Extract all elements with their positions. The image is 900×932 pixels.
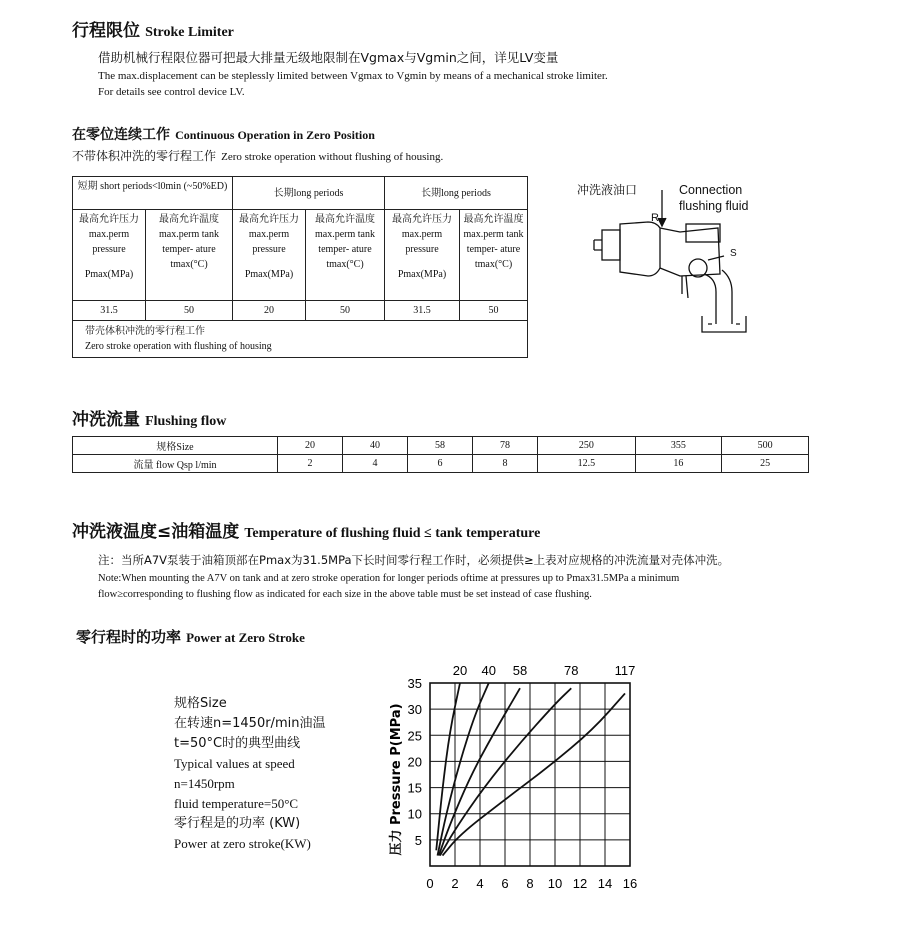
y-tick-label: 20: [407, 754, 422, 770]
pressure-label-en: max.perm pressure: [401, 229, 443, 255]
value-cell: 31.5: [385, 301, 460, 321]
x-tick-label: 4: [476, 876, 484, 891]
power-title-en: Power at Zero Stroke: [186, 630, 305, 645]
table-row-flow: [73, 455, 809, 473]
legend-line: Power at zero stroke(KW): [174, 836, 311, 851]
temperature-heading: [72, 517, 540, 542]
y-tick-label: 5: [414, 832, 422, 848]
power-legend: [174, 694, 325, 854]
flow-row-label: 流量 flow Qsp l/min: [73, 455, 278, 473]
pressure-label-cn: 最高允许压力: [79, 214, 139, 225]
x-tick-label: 6: [501, 876, 509, 891]
flow-cell: 6: [408, 455, 473, 473]
value-cell: 50: [146, 301, 233, 321]
y-tick-label: 10: [407, 806, 422, 822]
temp-unit: tmax(°C): [170, 259, 208, 270]
temp-unit: tmax(°C): [326, 259, 364, 270]
table-row-size: [73, 437, 809, 455]
x-tick-label: 8: [526, 876, 534, 891]
legend-line: Typical values at speed: [174, 756, 295, 771]
zero-position-title-en: Continuous Operation in Zero Position: [175, 128, 375, 142]
pump-flushing-diagram: [590, 188, 760, 338]
temp-label-en: max.perm tank temper- ature: [315, 229, 375, 255]
temp-unit: tmax(°C): [474, 259, 513, 270]
pressure-label-cn: 最高允许压力: [239, 214, 299, 225]
y-tick-label: 15: [407, 780, 422, 796]
table-footer-cn: 带壳体积冲洗的零行程工作: [85, 326, 205, 337]
flow-cell: 25: [722, 455, 809, 473]
flushing-flow-title-en: Flushing flow: [145, 414, 227, 429]
flushing-flow-title-cn: 冲洗流量: [72, 410, 140, 430]
pressure-label-en: max.perm pressure: [88, 229, 130, 255]
pressure-unit: Pmax(MPa): [244, 269, 294, 280]
temperature-note-cn: 注：当所A7V泵装于油箱顶部在Pmax为31.5MPa下长时间零行程工作时，必须提供≥上表对应规格的冲洗流量对壳体冲洗。: [98, 553, 730, 567]
legend-line: 在转速n=1450r/min油温: [174, 716, 326, 731]
size-cell: 250: [538, 437, 636, 455]
diagram-label-en-2: flushing fluid: [679, 199, 749, 213]
temp-label-en: max.perm tank temper- ature: [463, 229, 524, 255]
size-cell: 500: [722, 437, 809, 455]
series-label: 40: [481, 663, 496, 678]
group-header-long-2: 长期long periods: [385, 177, 528, 210]
flushing-arrow-head: [658, 218, 666, 226]
value-cell: 50: [306, 301, 385, 321]
pump-shaft: [594, 240, 602, 250]
table-footer: [73, 321, 528, 358]
pressure-label-cn: 最高允许压力: [392, 214, 452, 225]
x-tick-label: 12: [572, 876, 588, 891]
x-tick-label: 0: [426, 876, 434, 891]
y-tick-label: 35: [407, 676, 422, 691]
pump-housing: [660, 228, 720, 276]
y-tick-label: 30: [407, 702, 422, 718]
size-cell: 40: [343, 437, 408, 455]
group-header-short: 短期 short periods<l0min (~50%ED): [73, 177, 233, 210]
zero-position-sub-en: Zero stroke operation without flushing of housing.: [221, 151, 444, 163]
group-header-long-1: 长期long periods: [233, 177, 385, 210]
pressure-header: [233, 210, 306, 301]
pressure-header: [385, 210, 460, 301]
temp-label-cn: 最高允许温度: [463, 214, 524, 225]
pump-head: [686, 224, 720, 242]
legend-line: t=50°C时的典型曲线: [174, 736, 301, 751]
table-footer-row: [73, 321, 528, 358]
x-tick-label: 16: [622, 876, 638, 891]
diagram-label-en-1: Connection: [679, 183, 743, 197]
temp-label-cn: 最高允许温度: [159, 214, 219, 225]
flow-cell: 2: [278, 455, 343, 473]
table-header-row: [73, 177, 528, 210]
temperature-title-en: Temperature of flushing fluid ≤ tank temperature: [244, 526, 541, 541]
temperature-title-cn: 冲洗液温度≤油箱温度: [72, 522, 240, 542]
series-line-58: [439, 688, 520, 855]
size-row-label: 规格Size: [73, 437, 278, 455]
series-label: 78: [564, 663, 579, 678]
pump-shaft-end: [602, 230, 620, 260]
size-cell: 58: [408, 437, 473, 455]
series-label: 20: [452, 663, 468, 678]
pressure-unit: Pmax(MPa): [397, 269, 447, 280]
pressure-label-en: max.perm pressure: [248, 229, 290, 255]
legend-line: 零行程是的功率 (KW): [174, 816, 301, 831]
zero-position-sub-cn: 不带体积冲洗的零行程工作: [72, 149, 217, 163]
series-line-20: [436, 683, 460, 850]
legend-line: 规格Size: [174, 696, 227, 711]
legend-line: fluid temperature=50°C: [174, 796, 299, 811]
temp-label-en: max.perm tank temper- ature: [159, 229, 219, 255]
pump-foot: [682, 276, 688, 298]
temperature-note-en-2: flow≥corresponding to flushing flow as indicated for each size in the above table must be set instead of case flushing.: [98, 589, 592, 600]
y-axis-label: 压力 Pressure P(MPa): [389, 703, 404, 856]
flow-cell: 4: [343, 455, 408, 473]
temp-header: [460, 210, 528, 301]
legend-line: n=1450rpm: [174, 776, 235, 791]
flushing-flow-heading: [72, 405, 226, 430]
port-s-leader: [708, 256, 724, 260]
power-heading: [76, 626, 305, 647]
table-footer-en: Zero stroke operation with flushing of housing: [85, 341, 272, 352]
size-cell: 355: [635, 437, 722, 455]
stroke-limiter-desc-en-1: The max.displacement can be steplessly limited between Vgmax to Vgmin by means of a mechanical stroke limiter.: [98, 70, 608, 82]
series-line-117: [443, 693, 626, 855]
series-label: 117: [614, 663, 636, 678]
pressure-unit: Pmax(MPa): [84, 269, 134, 280]
zero-position-subtitle: [72, 145, 443, 164]
size-cell: 78: [473, 437, 538, 455]
temp-header: [306, 210, 385, 301]
flow-cell: 16: [635, 455, 722, 473]
pressure-header: [73, 210, 146, 301]
y-tick-label: 25: [407, 728, 422, 744]
value-cell: 50: [460, 301, 528, 321]
zero-position-title-cn: 在零位连续工作: [72, 127, 170, 143]
pump-flange: [620, 222, 660, 276]
series-label: 58: [512, 663, 528, 678]
value-cell: 20: [233, 301, 306, 321]
zero-position-heading: [72, 124, 375, 144]
flow-cell: 8: [473, 455, 538, 473]
port-s-label: S: [730, 248, 737, 259]
diagram-label-cn: 冲洗液油口: [577, 183, 638, 197]
stroke-limiter-desc-cn: 借助机械行程限位器可把最大排量无级地限制在Vgmax与Vgmin之间，详见LV变量: [98, 50, 559, 65]
temp-header: [146, 210, 233, 301]
size-cell: 20: [278, 437, 343, 455]
stroke-limiter-desc-en-2: For details see control device LV.: [98, 86, 245, 98]
x-tick-label: 14: [597, 876, 613, 891]
temperature-note-en-1: Note:When mounting the A7V on tank and at zero stroke operation for longer periods oftime at pressures up to Pmax31.5MPa a minimum: [98, 573, 680, 584]
stroke-limiter-heading: [72, 16, 234, 41]
power-title-cn: 零行程时的功率: [76, 628, 182, 646]
stroke-limiter-title-en: Stroke Limiter: [145, 25, 234, 40]
x-tick-label: 10: [547, 876, 563, 891]
flushing-flow-table: [72, 436, 809, 473]
zero-position-table: [72, 176, 528, 358]
table-subheader-row: [73, 210, 528, 301]
value-cell: 31.5: [73, 301, 146, 321]
power-chart: [380, 660, 660, 910]
x-tick-label: 2: [451, 876, 459, 891]
stroke-limiter-title-cn: 行程限位: [72, 21, 140, 41]
temp-label-cn: 最高允许温度: [315, 214, 375, 225]
port-r-label: R: [651, 212, 659, 224]
flow-cell: 12.5: [538, 455, 636, 473]
drain-pipe: [704, 270, 732, 324]
table-values-row: [73, 301, 528, 321]
